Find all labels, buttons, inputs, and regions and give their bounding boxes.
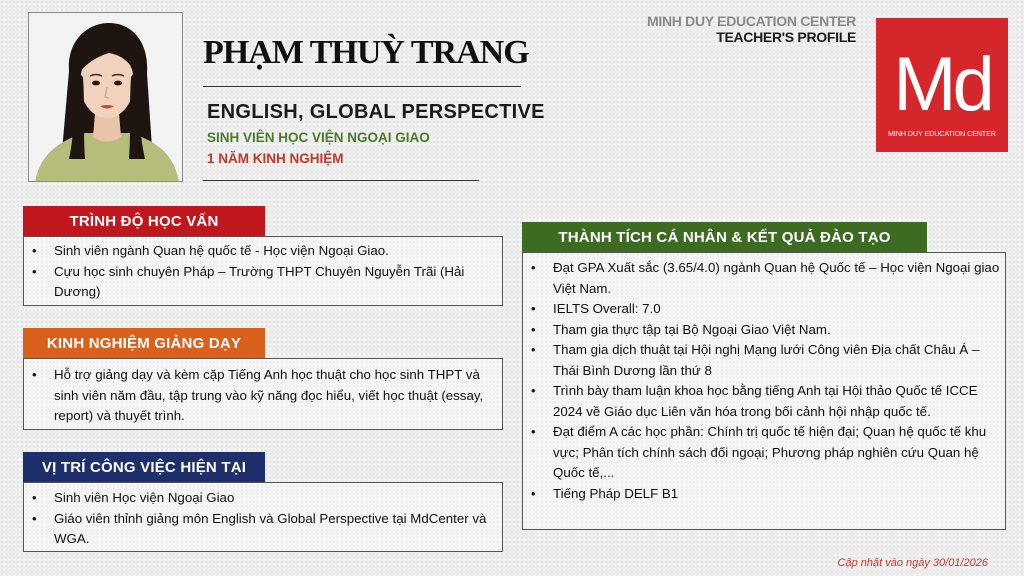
experience-line: 1 NĂM KINH NGHIỆM <box>207 151 344 166</box>
list-item: • Đạt điểm A các học phần: Chính trị quốc tế hiện đại; Quan hệ quốc tế khu vực; Phân tích chính sách đối ngoại; Phương pháp nghiên cứu Quan hệ Quốc tế,... <box>523 422 1005 484</box>
achievements-box <box>522 252 1006 530</box>
list-item: • Tham gia dịch thuật tại Hội nghị Mạng lưới Công viên Địa chất Châu Á – Thái Bình Dương lần thứ 8 <box>523 340 1005 381</box>
position-box <box>23 482 503 552</box>
list-item: • Sinh viên ngành Quan hệ quốc tế - Học viện Ngoại Giao. <box>24 241 502 262</box>
list-item: • Cựu học sinh chuyên Pháp – Trường THPT Chuyên Nguyễn Trãi (Hải Dương) <box>24 262 502 303</box>
list-item: • Sinh viên Học viện Ngoại Giao <box>24 488 502 509</box>
title-divider <box>203 180 479 181</box>
list-item: • Tham gia thực tập tại Bộ Ngoại Giao Việt Nam. <box>523 320 1005 341</box>
school-line: SINH VIÊN HỌC VIỆN NGOẠI GIAO <box>207 130 430 145</box>
center-name: MINH DUY EDUCATION CENTER <box>647 13 856 29</box>
logo-caption: MINH DUY EDUCATION CENTER <box>888 131 996 138</box>
experience-list <box>24 365 502 427</box>
education-box <box>23 236 503 306</box>
education-header: TRÌNH ĐỘ HỌC VẤN <box>23 206 265 236</box>
list-item: • Giáo viên thỉnh giảng môn English và Global Perspective tại MdCenter và WGA. <box>24 509 502 550</box>
education-list <box>24 241 502 303</box>
experience-header: KINH NGHIỆM GIẢNG DẠY <box>23 328 265 358</box>
teacher-photo <box>28 12 183 182</box>
md-logo <box>876 18 1008 152</box>
portrait-image <box>29 13 183 182</box>
profile-label: TEACHER'S PROFILE <box>716 29 856 45</box>
list-item: • Tiếng Pháp DELF B1 <box>523 484 1005 505</box>
list-item: • Hỗ trợ giảng dạy và kèm cặp Tiếng Anh học thuật cho học sinh THPT và sinh viên năm đầu, tập trung vào kỹ năng đọc hiểu, viết học thuật (essay, report) và thuyết trình. <box>24 365 502 427</box>
achievements-list <box>523 258 1005 504</box>
list-item: • Trình bày tham luận khoa học bằng tiếng Anh tại Hội thảo Quốc tế ICCE 2024 về Giáo dục Liên văn hóa trong bối cảnh hội nhập quốc tế. <box>523 381 1005 422</box>
position-header: VỊ TRÍ CÔNG VIỆC HIỆN TẠI <box>23 452 265 482</box>
list-item: • Đạt GPA Xuất sắc (3.65/4.0) ngành Quan hệ Quốc tế – Học viện Ngoại giao Việt Nam. <box>523 258 1005 299</box>
position-list <box>24 488 502 550</box>
experience-box <box>23 358 503 430</box>
teaching-subject: ENGLISH, GLOBAL PERSPECTIVE <box>207 101 545 123</box>
name-divider <box>203 86 521 87</box>
updated-date: Cập nhật vào ngày 30/01/2026 <box>837 557 988 569</box>
teacher-name: PHẠM THUỲ TRANG <box>203 34 529 71</box>
achievements-header: THÀNH TÍCH CÁ NHÂN & KẾT QUẢ ĐÀO TẠO <box>522 222 927 252</box>
list-item: • IELTS Overall: 7.0 <box>523 299 1005 320</box>
logo-text: Md <box>893 42 991 127</box>
